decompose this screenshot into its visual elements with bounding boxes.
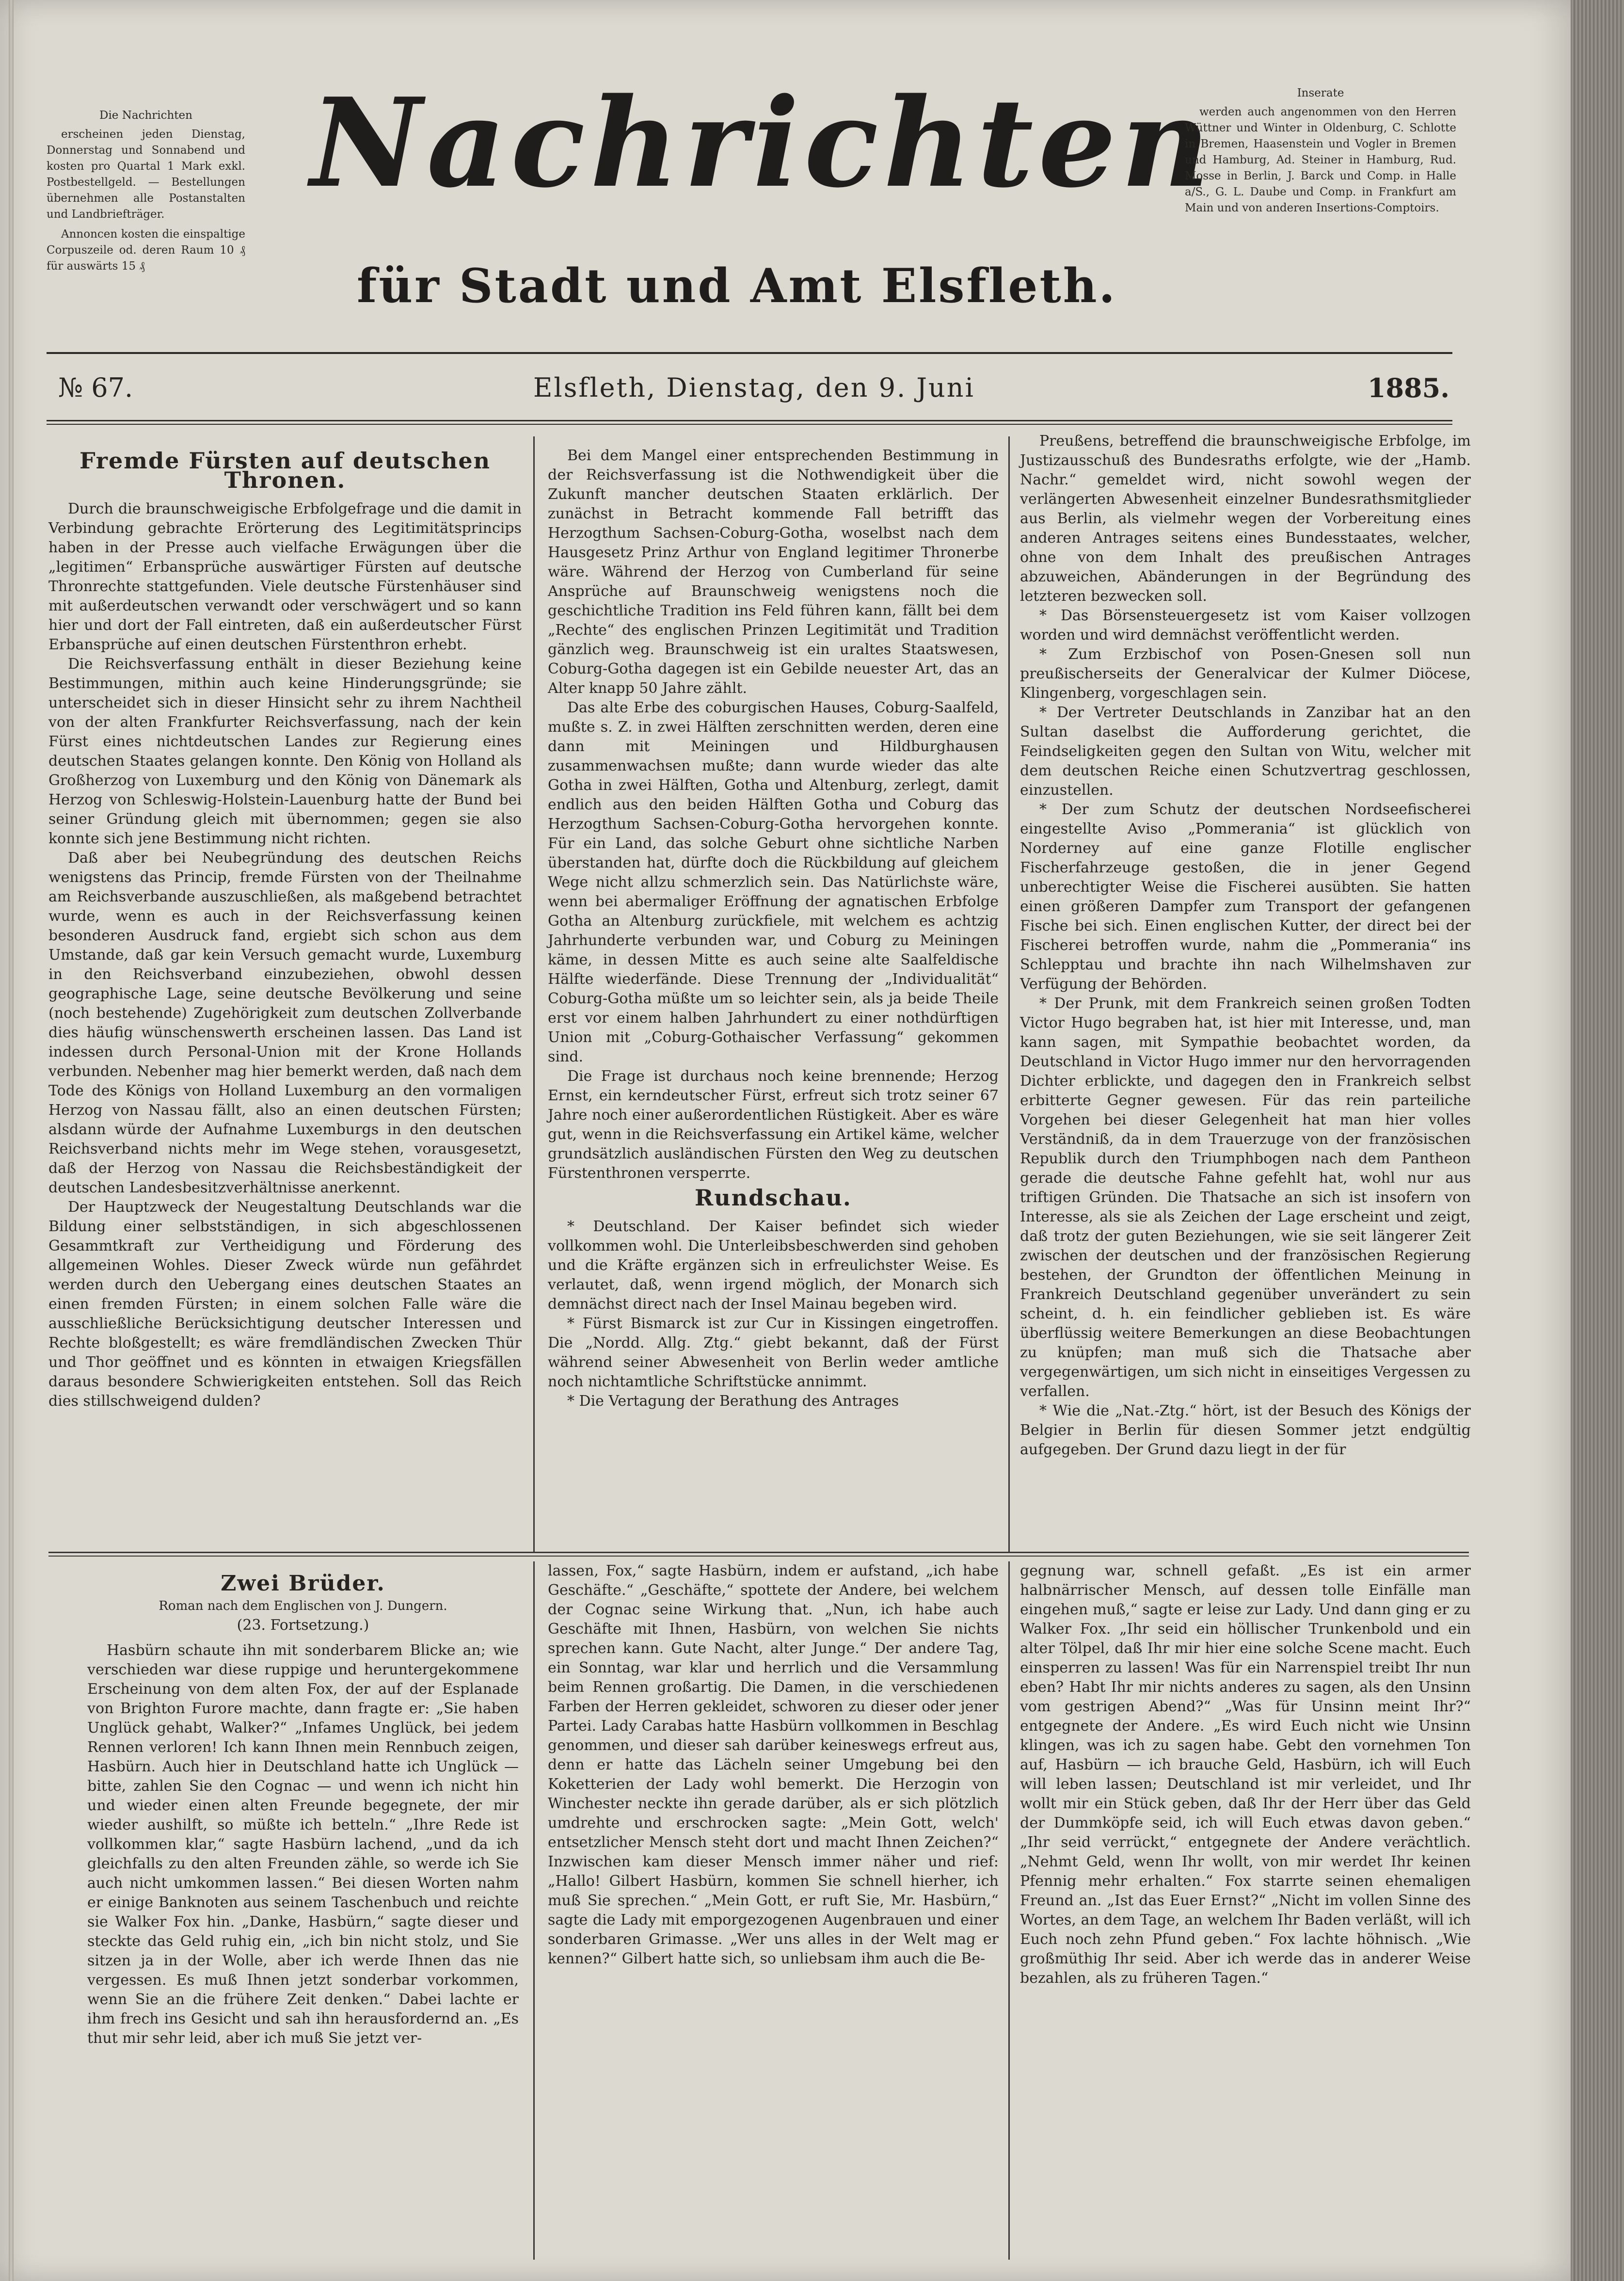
news-item: * Das Börsensteuergesetz ist vom Kaiser vollzogen worden und wird demnächst veröffentlicht werden.	[1020, 607, 1471, 643]
masthead-title: Nachrichten	[310, 71, 1215, 215]
advert-agencies-notice	[1185, 85, 1456, 220]
article-column-1	[48, 446, 522, 1411]
issue-year: 1885.	[1367, 372, 1449, 403]
article-column-2	[548, 446, 999, 1411]
article-heading-foreign-princes: Fremde Fürsten auf deutschen Thronen.	[79, 448, 491, 493]
binding-thread	[9, 0, 14, 2281]
dateline-rule-bottom	[47, 424, 1452, 425]
advert-agencies-text: werden auch angenommen von den Herren Wüttner und Winter in Oldenburg, C. Schlotte in Bremen, Haasenstein und Vogler in Bremen und Hamburg, Ad. Steiner in Hamburg, Rud. Mosse in Berlin, J. Barck und Comp. in Halle a/S., G. L. Daube und Comp. in Frankfurt am Main und von anderen Insertions-Comptoirs.	[1185, 106, 1456, 214]
news-item: * Der Vertreter Deutschlands in Zanzibar hat an den Sultan daselbst die Aufforderung gerichtet, die Feindseligkeiten gegen den Sultan von Witu, welcher mit dem deutschen Reiche einen Schutzvertrag geschlossen, einzustellen.	[1020, 704, 1471, 799]
feuilleton-column-3	[1020, 1561, 1471, 1988]
issue-dateline: Elsfleth, Dienstag, den 9. Juni	[533, 372, 975, 403]
feuilleton-title: Zwei Brüder.	[221, 1571, 385, 1596]
news-item: * Die Vertagung der Berathung des Antrages	[567, 1393, 899, 1410]
feuilleton-column-2	[548, 1561, 999, 1969]
article-column-3	[1020, 432, 1471, 1460]
feuilleton-rule	[48, 1552, 1469, 1553]
feuilleton-subtitle: Roman nach dem Englischen von J. Dungern.	[159, 1599, 447, 1613]
column-divider	[533, 1561, 535, 2260]
column-divider	[1008, 1561, 1010, 2260]
article-paragraph: Der Hauptzweck der Neugestaltung Deutschlands war die Bildung einer selbstständigen, in sich abgeschlossenen Gesammtkraft zur Vertheidigung und Förderung des allgemeinen Wohles. Dieser Zweck würde nun gefährdet werden durch den Uebergang eines deutschen Staates an einen fremden Fürsten; in einem solchen Falle wäre die ausschließliche Berücksichtigung deutscher Interessen und Rechte bloßgestellt; es wäre fremdländischen Zwecken Thür und Thor geöffnet und es könnten in etwaigen Kriegsfällen daraus besondere Schwierigkeiten entstehen. Soll das Reich dies stillschweigend dulden?	[48, 1199, 522, 1410]
article-paragraph: Bei dem Mangel einer entsprechenden Bestimmung in der Reichsverfassung ist die Nothwendigkeit über die Zukunft mancher deutschen Staaten erklärlich. Der zunächst in Betracht kommende Fall betrifft das Herzogthum Sachsen-Coburg-Gotha, woselbst nach dem Hausgesetz Prinz Arthur von England legitimer Thronerbe wäre. Während der Herzog von Cumberland für seine Ansprüche auf Braunschweig wenigstens noch die geschichtliche Tradition ins Feld führen kann, fällt bei dem „Rechte“ des englischen Prinzen Legitimität und Tradition gänzlich weg. Braunschweig ist ein uraltes Staatswesen, Coburg-Gotha dagegen ist ein Gebilde neuester Art, das an Alter knapp 50 Jahre zählt.	[548, 447, 999, 697]
subscription-notice-text: erscheinen jeden Dienstag, Donnerstag und Sonnabend und kosten pro Quartal 1 Mark exkl. Postbestellgeld. — Bestellungen übernehmen alle Postanstalten und Landbriefträger.	[47, 128, 245, 221]
rundschau-heading: Rundschau.	[695, 1185, 852, 1211]
feuilleton-rule-thin	[48, 1556, 1469, 1557]
article-paragraph: Die Reichsverfassung enthält in dieser Beziehung keine Bestimmungen, mithin auch keine Hinderungsgründe; sie unterscheidet sich in dieser Hinsicht sehr zu ihrem Nachtheil von der alten Frankfurter Reichsverfassung, nach der kein Fürst eines nichtdeutschen Landes zur Regierung eines deutschen Staates gelangen konnte. Den König von Holland als Großherzog von Luxemburg und den König von Dänemark als Herzog von Schleswig-Holstein-Lauenburg hatte der Bund bei seiner Gründung gleich mit übernommen; gegen sie also konnte sich jene Bestimmung nicht richten.	[48, 656, 522, 847]
column-divider	[533, 436, 535, 1552]
article-paragraph: Das alte Erbe des coburgischen Hauses, Coburg-Saalfeld, mußte s. Z. in zwei Hälften zerschnitten werden, deren eine dann mit Meiningen und Hildburghausen zusammenwachsen mußte; dann wurde wieder das alte Gotha in zwei Hälften, Gotha und Altenburg, zerlegt, damit endlich aus den beiden Hälften Gotha und Coburg das Herzogthum Sachsen-Coburg-Gotha hervorgehen konnte. Für ein Land, das solche Geburt ohne sichtliche Narben überstanden hat, dürfte doch die Rückbildung auf gleichem Wege nicht allzu schmerzlich sein. Das Natürlichste wäre, wenn bei abermaliger Eröffnung der agnatischen Erbfolge Gotha an Altenburg zurückfiele, mit welchem es achtzig Jahrhunderte verbunden war, und Coburg zu Meiningen käme, in dessen Mitte es auch seine alte Saalfeldische Hälfte wiederfände. Diese Trennung der „Individualität“ Coburg-Gotha müßte um so leichter sein, als ja beide Theile erst vor einem halben Jahrhundert zu einer nothdürftigen Union mit „Coburg-Gothaischer Verfassung“ gekommen sind.	[548, 699, 999, 1065]
feuilleton-text: lassen, Fox,“ sagte Hasbürn, indem er aufstand, „ich habe Geschäfte.“ „Geschäfte,“ spottete der Andere, bei welchem der Cognac seine Wirkung that. „Nun, ich habe auch Geschäfte mit Ihnen, Hasbürn, von welchen Sie nichts sprechen kann. Gute Nacht, alter Junge.“ Der andere Tag, ein Sonntag, war klar und herrlich und die Versammlung beim Rennen großartig. Die Damen, in die verschiedenen Farben der Herren gekleidet, schworen zu dieser oder jener Partei. Lady Carabas hatte Hasbürn vollkommen in Beschlag genommen, und dieser sah darüber keineswegs erfreut aus, denn er hatte das Lächeln seiner Umgebung bei den Koketterien der Lady wohl bemerkt. Die Herzogin von Winchester neckte ihn gerade darüber, als er sich plötzlich umdrehte und erschrocken sagte: „Mein Gott, welch' entsetzlicher Mensch steht dort und macht Ihnen Zeichen?“ Inzwischen kam dieser Mensch immer näher und rief: „Hallo! Gilbert Hasbürn, kommen Sie schnell hierher, ich muß Sie sprechen.“ „Mein Gott, er ruft Sie, Mr. Hasbürn,“ sagte die Lady mit emporgezogenen Augenbrauen und einer sonderbaren Grimasse. „Wer uns alles in der Welt mag er kennen?“ Gilbert hatte sich, so unliebsam ihm auch die Be-	[548, 1562, 999, 1967]
feuilleton-text: Hasbürn schaute ihn mit sonderbarem Blicke an; wie verschieden war diese ruppige und heruntergekommene Erscheinung von dem alten Fox, der auf der Esplanade von Brighton Furore machte, dann fragte er: „Sie haben Unglück gehabt, Walker?“ „Infames Unglück, bei jedem Rennen verloren! Ich kann Ihnen mein Rennbuch zeigen, Hasbürn. Auch hier in Deutschland hatte ich Unglück — bitte, zahlen Sie den Cognac — und wenn ich nicht hin und wieder einen alten Freunde begegnete, der mir wieder aushilft, so müßte ich betteln.“ „Ihre Rede ist vollkommen klar,“ sagte Hasbürn lachend, „und da ich gleichfalls zu den alten Freunden zähle, so werde ich Sie auch nicht umkommen lassen.“ Bei diesen Worten nahm er einige Banknoten aus seinem Taschenbuch und reichte sie Walker Fox hin. „Danke, Hasbürn,“ sagte dieser und steckte das Geld ruhig ein, „ich bin nicht stolz, und Sie sitzen ja in der Wolle, aber ich werde Ihnen das nie vergessen. Es muß Ihnen jetzt sonderbar vorkommen, wenn Sie an die frühere Zeit denken.“ Dabei lachte er ihm frech ins Gesicht und sah ihn herausfordernd an. „Es thut mir sehr leid, aber ich muß Sie jetzt ver-	[87, 1642, 519, 2047]
news-item: * Zum Erzbischof von Posen-Gnesen soll nun preußischerseits der Generalvicar der Kulmer Diöcese, Klingenberg, vorgeschlagen sein.	[1020, 646, 1471, 702]
news-item: * Fürst Bismarck ist zur Cur in Kissingen eingetroffen. Die „Nordd. Allg. Ztg.“ giebt bekannt, daß der Fürst während seiner Abwesenheit von Berlin weder amtliche noch nichtamtliche Schriftstücke annimmt.	[548, 1315, 999, 1390]
news-item: Preußens, betreffend die braunschweigische Erbfolge, im Justizausschuß des Bundesraths erfolgte, wie der „Hamb. Nachr.“ gemeldet wird, nicht sowohl wegen der verlängerten Abwesenheit einzelner Bundesrathsmitglieder aus Berlin, als vielmehr wegen der Vorbereitung eines anderen Antrages seitens eines Bundesstaates, welcher, ohne von dem Inhalt des preußischen Antrages abzuweichen, Abänderungen in der Begründung des letzteren bezwecken soll.	[1020, 433, 1471, 605]
news-item: * Der Prunk, mit dem Frankreich seinen großen Todten Victor Hugo begraben hat, ist hier mit Interesse, und, man kann sagen, mit Sympathie beobachtet worden, da Deutschland in Victor Hugo immer nur den hervorragenden Dichter erblickte, und dagegen den in Frankreich selbst erbitterte Gegner gewesen. Für das rein parteiliche Vorgehen bei dieser Gelegenheit hat man hier volles Verständniß, da in dem Trauerzuge von der französischen Republik durch den Triumphbogen nach dem Pantheon gerade die deutsche Fahne gefehlt hat, wohl nur aus triftigen Gründen. Die Thatsache an sich ist insofern von Interesse, als sie als Zeichen der Lage erscheint und zeigt, daß trotz der guten Beziehungen, wie sie seit längerer Zeit zwischen der deutschen und der französischen Regierung bestehen, der Grundton der öffentlichen Meinung in Frankreich Deutschland gegenüber unverändert zu sein scheint, d. h. ein feindlicher geblieben ist. Es wäre überflüssig weitere Bemerkungen an diese Beobachtungen zu knüpfen; man muß sich die Thatsache aber vergegenwärtigen, um sich nicht in einseitiges Vergessen zu verfallen.	[1020, 995, 1471, 1400]
page-stack-edge	[1571, 0, 1624, 2281]
advertising-rates-text: Annoncen kosten die einspaltige Corpuszeile od. deren Raum 10 ₰ für auswärts 15 ₰	[47, 228, 245, 273]
masthead-subtitle: für Stadt und Amt Elsfleth.	[357, 258, 1117, 313]
issue-number: № 67.	[58, 372, 133, 403]
dateline-rule-top	[47, 420, 1452, 421]
column-divider	[1008, 436, 1010, 1552]
feuilleton-column-1	[87, 1571, 519, 2048]
article-paragraph: Durch die braunschweigische Erbfolgefrage und die damit in Verbindung gebrachte Erörterung des Legitimitätsprincips haben in der Presse auch vielfache Erwägungen über die „legitimen“ Erbansprüche auswärtiger Fürsten auf deutsche Thronrechte stattgefunden. Viele deutsche Fürstenhäuser sind mit außerdeutschen verwandt oder verschwägert und so kann hier und dort der Fall eintreten, daß ein außerdeutscher Fürst Erbansprüche auf einen deutschen Fürstenthron erhebt.	[48, 500, 522, 653]
issue-line	[58, 372, 1449, 411]
feuilleton-text: gegnung war, schnell gefaßt. „Es ist ein armer halbnärrischer Mensch, auf dessen tolle Einfälle man eingehen muß,“ sagte er leise zur Lady. Und dann ging er zu Walker Fox. „Ihr seid ein höllischer Trunkenbold und ein alter Tölpel, daß Ihr mir hier eine solche Scene macht. Euch einsperren zu lassen! Was für ein Narrenspiel treibt Ihr nun eben? Habt Ihr mir nichts anderes zu sagen, als den Unsinn vom gestrigen Abend?“ „Was für Unsinn meint Ihr?“ entgegnete der Andere. „Es wird Euch nicht wie Unsinn klingen, was ich zu sagen habe. Gebt den vornehmen Ton auf, Hasbürn — ich brauche Geld, Hasbürn, ich will Euch will leben lassen; Deutschland ist mir verleidet, und Ihr wollt mir ein Stück geben, daß Ihr der Herr über das Geld der Dummköpfe seid, ich will Euch etwas davon geben.“ „Ihr seid verrückt,“ entgegnete der Andere verächtlich. „Nehmt Geld, wenn Ihr wollt, von mir werdet Ihr keinen Pfennig mehr erhalten.“ Fox starrte seinen ehemaligen Freund an. „Ist das Euer Ernst?“ „Nicht im vollen Sinne des Wortes, an dem Tage, an welchem Ihr Baden verläßt, will ich Euch noch zehn Pfund geben.“ Fox lachte höhnisch. „Wie großmüthig Ihr seid. Aber ich werde das in anderer Weise bezahlen, als zu früheren Tagen.“	[1020, 1562, 1471, 1987]
news-item: * Wie die „Nat.-Ztg.“ hört, ist der Besuch des Königs der Belgier in Berlin für diesen Sommer jetzt endgültig aufgegeben. Der Grund dazu liegt in der für	[1020, 1402, 1471, 1458]
advert-agencies-heading: Inserate	[1297, 87, 1344, 99]
feuilleton-installment: (23. Fortsetzung.)	[237, 1617, 369, 1634]
subscription-notice	[47, 108, 245, 278]
subscription-notice-heading: Die Nachrichten	[99, 109, 192, 122]
news-item: * Deutschland. Der Kaiser befindet sich wieder vollkommen wohl. Die Unterleibsbeschwerden sind gehoben und die Kräfte ergänzen sich in erfreulichster Weise. Es verlautet, daß, wenn irgend möglich, der Monarch sich demnächst direct nach der Insel Mainau begeben wird.	[548, 1218, 999, 1313]
news-item: * Der zum Schutz der deutschen Nordseefischerei eingestellte Aviso „Pommerania“ ist glücklich von Norderney auf eine ganze Flotille englischer Fischerfahrzeuge gestoßen, die in jener Gegend unberechtigter Weise die Fischerei ausübten. Sie hatten einen größeren Dampfer zum Transport der gefangenen Fische bei sich. Einen englischen Kutter, der direct bei der Fischerei betroffen wurde, nahm die „Pommerania“ ins Schlepptau und brachte ihn nach Wilhelmshaven zur Verfügung der Behörden.	[1020, 801, 1471, 993]
article-paragraph: Daß aber bei Neubegründung des deutschen Reichs wenigstens das Princip, fremde Fürsten von der Theilnahme am Reichsverbande auszuschließen, als maßgebend betrachtet wurde, wenn es auch in der Reichsverfassung keinen besonderen Ausdruck fand, ergiebt sich schon aus dem Umstande, daß gar kein Versuch gemacht wurde, Luxemburg in den Reichsverband einzubeziehen, obwohl dessen geographische Lage, seine deutsche Bevölkerung und seine (noch bestehende) Zugehörigkeit zum deutschen Zollverbande dies häufig wünschenswerth erscheinen lassen. Das Land ist indessen durch Personal-Union mit der Krone Hollands verbunden. Nebenher mag hier bemerkt werden, daß nach dem Tode des Königs von Holland Luxemburg an den vormaligen Herzog von Nassau fällt, also an einen deutschen Fürsten; alsdann würde der Aufnahme Luxemburgs in den deutschen Reichsverband nichts mehr im Wege stehen, vorausgesetzt, daß der Herzog von Nassau die Reichsbeständigkeit der deutschen Landesbesitzverhältnisse anerkennt.	[48, 850, 522, 1196]
article-paragraph: Die Frage ist durchaus noch keine brennende; Herzog Ernst, ein kerndeutscher Fürst, erfreut sich trotz seiner 67 Jahre noch einer außerordentlichen Rüstigkeit. Aber es wäre gut, wenn in die Reichsverfassung ein Artikel käme, welcher grundsätzlich ausländischen Fürsten den Weg zu deutschen Fürstenthronen versperrte.	[548, 1068, 999, 1182]
masthead-rule	[47, 352, 1452, 354]
